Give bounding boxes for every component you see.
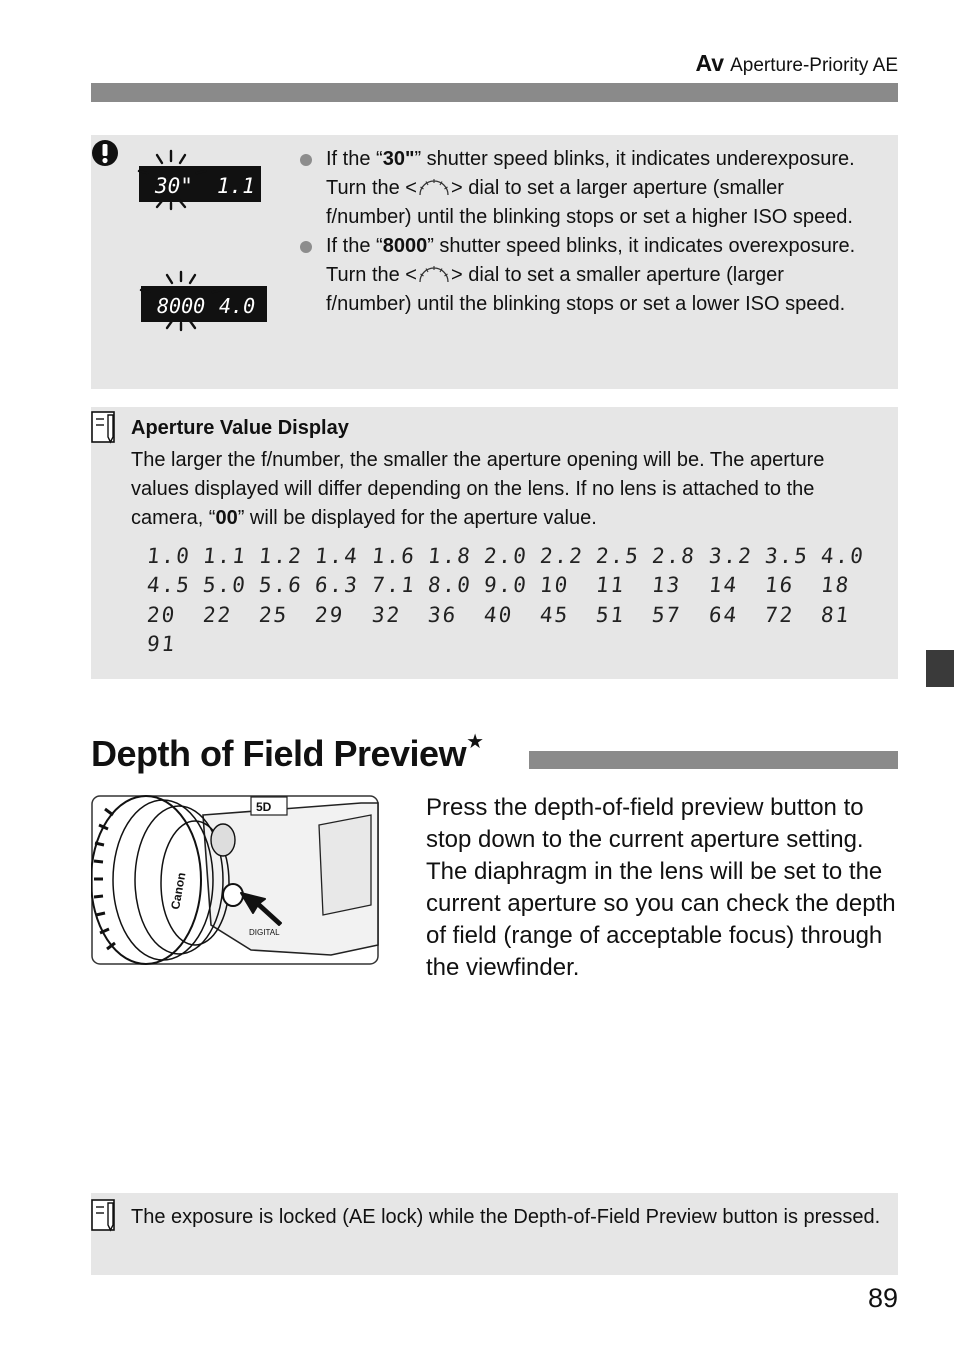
lcd-shutter-value: 30": [155, 174, 193, 198]
av-mode-icon: Av: [695, 50, 725, 76]
aperture-values-row: [147, 600, 877, 630]
aperture-value: 5.6: [258, 573, 305, 598]
aperture-value: 57: [651, 602, 683, 627]
aperture-value: 1.1: [201, 543, 249, 568]
header-rule: [91, 83, 898, 102]
note-title: Aperture Value Display: [131, 417, 349, 439]
lcd-underexposure-display: [137, 149, 267, 211]
aperture-value: 72: [763, 602, 796, 627]
aperture-value: 9.0: [482, 573, 530, 598]
lcd-aperture-value: 1.1: [217, 174, 255, 198]
page-header: [696, 50, 898, 77]
section-title: Depth of Field Preview★: [91, 731, 484, 774]
main-dial-icon: [417, 178, 451, 196]
aperture-value: 1.2: [258, 543, 305, 568]
aperture-value: 25: [258, 602, 290, 627]
aperture-value: 11: [594, 573, 627, 598]
aperture-value: 5.0: [201, 573, 249, 598]
aperture-values-table: [147, 541, 877, 659]
section-rule: [529, 751, 898, 769]
aperture-value: 18: [819, 573, 852, 598]
aperture-value: 20: [145, 602, 178, 627]
caution-bullet: If the “8000” shutter speed blinks, it indicates overexposure. Turn the < > dial to set a smaller aperture (larger f/number) until the blinking stops or set a lower ISO speed.: [298, 232, 873, 319]
header-title: Aperture-Priority AE: [730, 55, 898, 76]
lcd-overexposure-display: [137, 270, 272, 332]
aperture-value: 81: [819, 602, 852, 627]
aperture-values-row: [147, 571, 877, 601]
brand-label: Canon: [168, 871, 189, 911]
caution-icon: [91, 139, 119, 167]
caution-box: [91, 135, 898, 389]
bottom-note-box: [91, 1193, 898, 1275]
aperture-value: 64: [707, 602, 740, 627]
aperture-value: 2.8: [651, 543, 698, 568]
aperture-value: 1.4: [314, 543, 361, 568]
lcd-aperture-value: 4.0: [219, 294, 256, 318]
aperture-value: 7.1: [370, 573, 417, 598]
aperture-value: 36: [426, 602, 459, 627]
aperture-value: 6.3: [314, 573, 361, 598]
aperture-value: 29: [314, 602, 347, 627]
page-number: 89: [867, 1283, 898, 1313]
memo-icon: [91, 411, 119, 445]
chapter-tab: [926, 650, 954, 687]
aperture-values-row: [147, 630, 877, 660]
aperture-value: 2.0: [482, 543, 530, 568]
aperture-value: 13: [651, 573, 683, 598]
aperture-value: 4.0: [819, 543, 867, 568]
aperture-value: 10: [538, 573, 571, 598]
section-paragraph: Press the depth-of-field preview button to stop down to the current aperture setting. The diaphragm in the lens will be set to the current aperture so you can check the depth of field (range of acceptable focus) through the viewfinder.: [426, 794, 896, 981]
star-icon: ★: [466, 731, 484, 753]
aperture-value: 32: [370, 602, 403, 627]
caution-bullet: If the “30"” shutter speed blinks, it indicates underexposure. Turn the < > dial to set a larger aperture (smaller f/number) until the blinking stops or set a higher ISO speed.: [298, 145, 873, 232]
note-body: The larger the f/number, the smaller the aperture opening will be. The aperture values displayed will differ depending on the lens. If no lens is attached to the camera, “00” will be displayed for the aperture value.: [131, 449, 825, 529]
aperture-value: 45: [538, 602, 571, 627]
bullet-icon: [300, 241, 312, 253]
aperture-value: 2.5: [594, 543, 642, 568]
bullet-icon: [300, 154, 312, 166]
aperture-note-box: [91, 407, 898, 679]
aperture-value: 3.5: [763, 543, 810, 568]
main-dial-icon: [417, 265, 451, 283]
aperture-value: 16: [763, 573, 796, 598]
aperture-value: 1.6: [370, 543, 417, 568]
caution-list: [298, 145, 873, 319]
aperture-value: 4.5: [145, 573, 193, 598]
aperture-value: 14: [707, 573, 740, 598]
camera-illustration: [91, 795, 379, 965]
aperture-value: 51: [594, 602, 627, 627]
aperture-value: 1.8: [426, 543, 473, 568]
aperture-value: 22: [201, 602, 234, 627]
aperture-value: 3.2: [707, 543, 754, 568]
aperture-value: 2.2: [538, 543, 586, 568]
digital-label: DIGITAL: [249, 928, 280, 937]
aperture-value: 1.0: [145, 543, 193, 568]
bottom-note-text: The exposure is locked (AE lock) while the Depth-of-Field Preview button is pressed.: [131, 1206, 881, 1228]
memo-icon: [91, 1199, 119, 1233]
lcd-shutter-value: 8000: [157, 294, 206, 318]
aperture-values-row: [147, 541, 877, 571]
aperture-value: 40: [482, 602, 515, 627]
aperture-value: 91: [145, 632, 178, 657]
model-label: 5D: [256, 800, 272, 814]
aperture-value: 8.0: [426, 573, 473, 598]
